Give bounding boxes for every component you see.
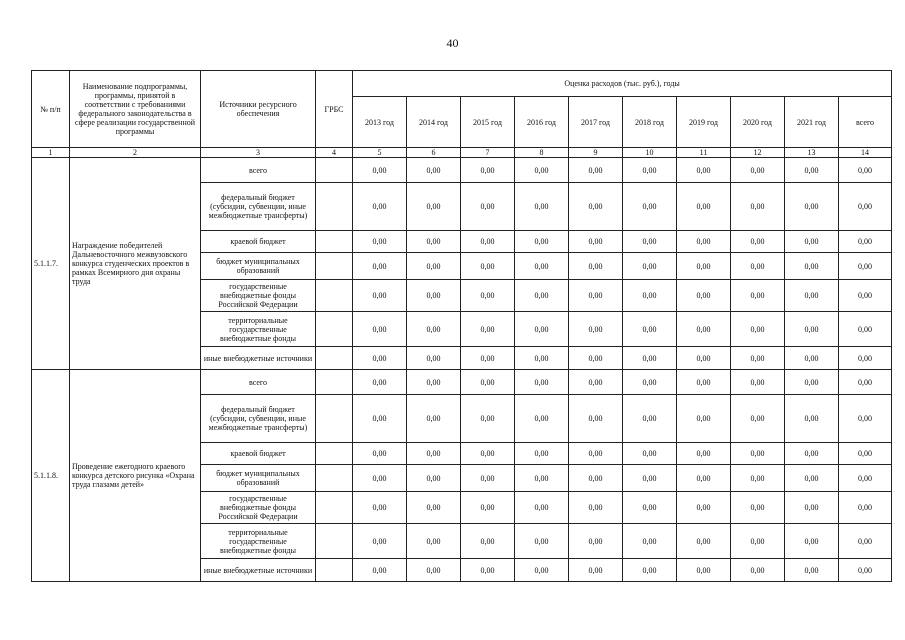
column-number: 11 [677,148,731,158]
value-cell: 0,00 [731,559,785,582]
value-cell: 0,00 [515,231,569,253]
value-cell: 0,00 [623,183,677,231]
value-cell: 0,00 [731,395,785,443]
value-cell: 0,00 [731,183,785,231]
value-cell: 0,00 [623,253,677,280]
value-cell: 0,00 [461,443,515,465]
grbs-cell [316,443,353,465]
value-cell: 0,00 [407,443,461,465]
value-cell: 0,00 [677,280,731,312]
value-cell: 0,00 [839,465,892,492]
value-cell: 0,00 [785,443,839,465]
funding-source: государственные внебюджетные фонды Российской Федерации [201,280,316,312]
grbs-cell [316,492,353,524]
value-cell: 0,00 [677,524,731,559]
value-cell: 0,00 [461,158,515,183]
value-cell: 0,00 [623,395,677,443]
value-cell: 0,00 [515,465,569,492]
value-cell: 0,00 [461,347,515,370]
value-cell: 0,00 [407,253,461,280]
value-cell: 0,00 [785,347,839,370]
value-cell: 0,00 [677,370,731,395]
header-year: 2017 год [569,97,623,148]
value-cell: 0,00 [677,465,731,492]
value-cell: 0,00 [353,395,407,443]
value-cell: 0,00 [785,370,839,395]
value-cell: 0,00 [353,158,407,183]
value-cell: 0,00 [569,395,623,443]
value-cell: 0,00 [515,347,569,370]
value-cell: 0,00 [623,492,677,524]
value-cell: 0,00 [677,492,731,524]
value-cell: 0,00 [731,492,785,524]
value-cell: 0,00 [515,443,569,465]
value-cell: 0,00 [515,395,569,443]
value-cell: 0,00 [839,395,892,443]
value-cell: 0,00 [461,559,515,582]
header-year: 2019 год [677,97,731,148]
value-cell: 0,00 [515,183,569,231]
value-cell: 0,00 [461,492,515,524]
value-cell: 0,00 [677,559,731,582]
value-cell: 0,00 [569,465,623,492]
value-cell: 0,00 [731,347,785,370]
value-cell: 0,00 [407,183,461,231]
value-cell: 0,00 [677,158,731,183]
value-cell: 0,00 [839,253,892,280]
value-cell: 0,00 [461,465,515,492]
value-cell: 0,00 [407,312,461,347]
item-code: 5.1.1.8. [32,370,70,582]
value-cell: 0,00 [515,492,569,524]
grbs-cell [316,524,353,559]
grbs-cell [316,253,353,280]
header-year: 2016 год [515,97,569,148]
value-cell: 0,00 [515,312,569,347]
funding-source: государственные внебюджетные фонды Российской Федерации [201,492,316,524]
funding-source: бюджет муниципальных образований [201,465,316,492]
value-cell: 0,00 [623,347,677,370]
value-cell: 0,00 [785,231,839,253]
value-cell: 0,00 [353,524,407,559]
value-cell: 0,00 [839,280,892,312]
grbs-cell [316,395,353,443]
column-number: 3 [201,148,316,158]
column-numbers-row [32,148,892,158]
funding-source: бюджет муниципальных образований [201,253,316,280]
value-cell: 0,00 [569,492,623,524]
grbs-cell [316,158,353,183]
header-source: Источники ресурсного обеспечения [201,71,316,148]
table-body [32,158,892,582]
value-cell: 0,00 [785,395,839,443]
value-cell: 0,00 [353,559,407,582]
value-cell: 0,00 [569,231,623,253]
value-cell: 0,00 [731,524,785,559]
value-cell: 0,00 [569,347,623,370]
funding-source: федеральный бюджет (субсидии, субвенции, иные межбюджетные трансферты) [201,395,316,443]
value-cell: 0,00 [677,347,731,370]
column-number: 14 [839,148,892,158]
value-cell: 0,00 [623,370,677,395]
value-cell: 0,00 [623,559,677,582]
column-number: 1 [32,148,70,158]
value-cell: 0,00 [731,370,785,395]
value-cell: 0,00 [677,443,731,465]
value-cell: 0,00 [731,231,785,253]
value-cell: 0,00 [785,312,839,347]
value-cell: 0,00 [353,347,407,370]
value-cell: 0,00 [407,347,461,370]
value-cell: 0,00 [731,253,785,280]
value-cell: 0,00 [677,312,731,347]
value-cell: 0,00 [839,370,892,395]
funding-source: всего [201,370,316,395]
funding-source: территориальные государственные внебюджетные фонды [201,312,316,347]
value-cell: 0,00 [785,559,839,582]
value-cell: 0,00 [785,280,839,312]
header-year: 2013 год [353,97,407,148]
value-cell: 0,00 [353,312,407,347]
value-cell: 0,00 [839,443,892,465]
value-cell: 0,00 [569,524,623,559]
value-cell: 0,00 [353,280,407,312]
header-year: 2014 год [407,97,461,148]
value-cell: 0,00 [839,312,892,347]
value-cell: 0,00 [839,559,892,582]
value-cell: 0,00 [353,183,407,231]
value-cell: 0,00 [731,280,785,312]
value-cell: 0,00 [515,524,569,559]
value-cell: 0,00 [461,280,515,312]
grbs-cell [316,559,353,582]
funding-source: краевой бюджет [201,443,316,465]
value-cell: 0,00 [461,395,515,443]
value-cell: 0,00 [461,524,515,559]
value-cell: 0,00 [731,465,785,492]
value-cell: 0,00 [569,370,623,395]
value-cell: 0,00 [623,443,677,465]
value-cell: 0,00 [407,559,461,582]
header-grbs: ГРБС [316,71,353,148]
funding-source: федеральный бюджет (субсидии, субвенции, иные межбюджетные трансферты) [201,183,316,231]
value-cell: 0,00 [353,465,407,492]
header-year: 2021 год [785,97,839,148]
header-name: Наименование подпрограммы, программы, принятой в соответствии с требованиями федерального законодательства в сфере реализации государственной программы [70,71,201,148]
value-cell: 0,00 [839,492,892,524]
value-cell: 0,00 [839,231,892,253]
column-number: 6 [407,148,461,158]
grbs-cell [316,183,353,231]
value-cell: 0,00 [785,524,839,559]
funding-source: всего [201,158,316,183]
value-cell: 0,00 [461,312,515,347]
value-cell: 0,00 [839,347,892,370]
value-cell: 0,00 [569,312,623,347]
column-number: 4 [316,148,353,158]
header-year: 2015 год [461,97,515,148]
value-cell: 0,00 [623,524,677,559]
grbs-cell [316,347,353,370]
value-cell: 0,00 [407,492,461,524]
value-cell: 0,00 [353,443,407,465]
value-cell: 0,00 [461,183,515,231]
page-number: 40 [446,36,459,50]
item-name: Проведение ежегодного краевого конкурса детского рисунка «Охрана труда глазами детей» [70,370,201,582]
grbs-cell [316,280,353,312]
item-name: Награждение победителей Дальневосточного межвузовского конкурса студенческих проектов в рамках Всемирного дня охраны труда [70,158,201,370]
value-cell: 0,00 [839,158,892,183]
value-cell: 0,00 [461,370,515,395]
value-cell: 0,00 [515,158,569,183]
table-header [32,71,892,158]
column-number: 7 [461,148,515,158]
value-cell: 0,00 [407,465,461,492]
value-cell: 0,00 [623,158,677,183]
value-cell: 0,00 [785,465,839,492]
value-cell: 0,00 [623,280,677,312]
value-cell: 0,00 [785,253,839,280]
funding-source: иные внебюджетные источники [201,559,316,582]
value-cell: 0,00 [785,492,839,524]
value-cell: 0,00 [839,524,892,559]
value-cell: 0,00 [569,253,623,280]
value-cell: 0,00 [623,231,677,253]
value-cell: 0,00 [731,443,785,465]
value-cell: 0,00 [569,183,623,231]
header-year: 2020 год [731,97,785,148]
value-cell: 0,00 [677,183,731,231]
value-cell: 0,00 [677,395,731,443]
column-number: 12 [731,148,785,158]
value-cell: 0,00 [569,158,623,183]
grbs-cell [316,231,353,253]
value-cell: 0,00 [353,231,407,253]
value-cell: 0,00 [461,253,515,280]
value-cell: 0,00 [731,158,785,183]
value-cell: 0,00 [785,158,839,183]
value-cell: 0,00 [623,465,677,492]
header-estimate: Оценка расходов (тыс. руб.), годы [353,71,892,97]
value-cell: 0,00 [407,395,461,443]
value-cell: 0,00 [569,280,623,312]
value-cell: 0,00 [407,524,461,559]
table-row [32,370,892,395]
column-number: 8 [515,148,569,158]
budget-table [31,70,892,582]
grbs-cell [316,312,353,347]
funding-source: краевой бюджет [201,231,316,253]
item-code: 5.1.1.7. [32,158,70,370]
value-cell: 0,00 [515,280,569,312]
value-cell: 0,00 [353,253,407,280]
header-year: всего [839,97,892,148]
value-cell: 0,00 [407,158,461,183]
value-cell: 0,00 [677,231,731,253]
column-number: 2 [70,148,201,158]
value-cell: 0,00 [731,312,785,347]
value-cell: 0,00 [515,370,569,395]
value-cell: 0,00 [839,183,892,231]
value-cell: 0,00 [569,443,623,465]
value-cell: 0,00 [569,559,623,582]
value-cell: 0,00 [677,253,731,280]
column-number: 10 [623,148,677,158]
column-number: 13 [785,148,839,158]
grbs-cell [316,370,353,395]
table-row [32,158,892,183]
value-cell: 0,00 [515,559,569,582]
value-cell: 0,00 [461,231,515,253]
value-cell: 0,00 [623,312,677,347]
value-cell: 0,00 [515,253,569,280]
column-number: 9 [569,148,623,158]
value-cell: 0,00 [407,370,461,395]
value-cell: 0,00 [407,280,461,312]
grbs-cell [316,465,353,492]
header-no: № п/п [32,71,70,148]
value-cell: 0,00 [353,492,407,524]
value-cell: 0,00 [785,183,839,231]
header-year: 2018 год [623,97,677,148]
column-number: 5 [353,148,407,158]
value-cell: 0,00 [407,231,461,253]
funding-source: территориальные государственные внебюджетные фонды [201,524,316,559]
value-cell: 0,00 [353,370,407,395]
funding-source: иные внебюджетные источники [201,347,316,370]
